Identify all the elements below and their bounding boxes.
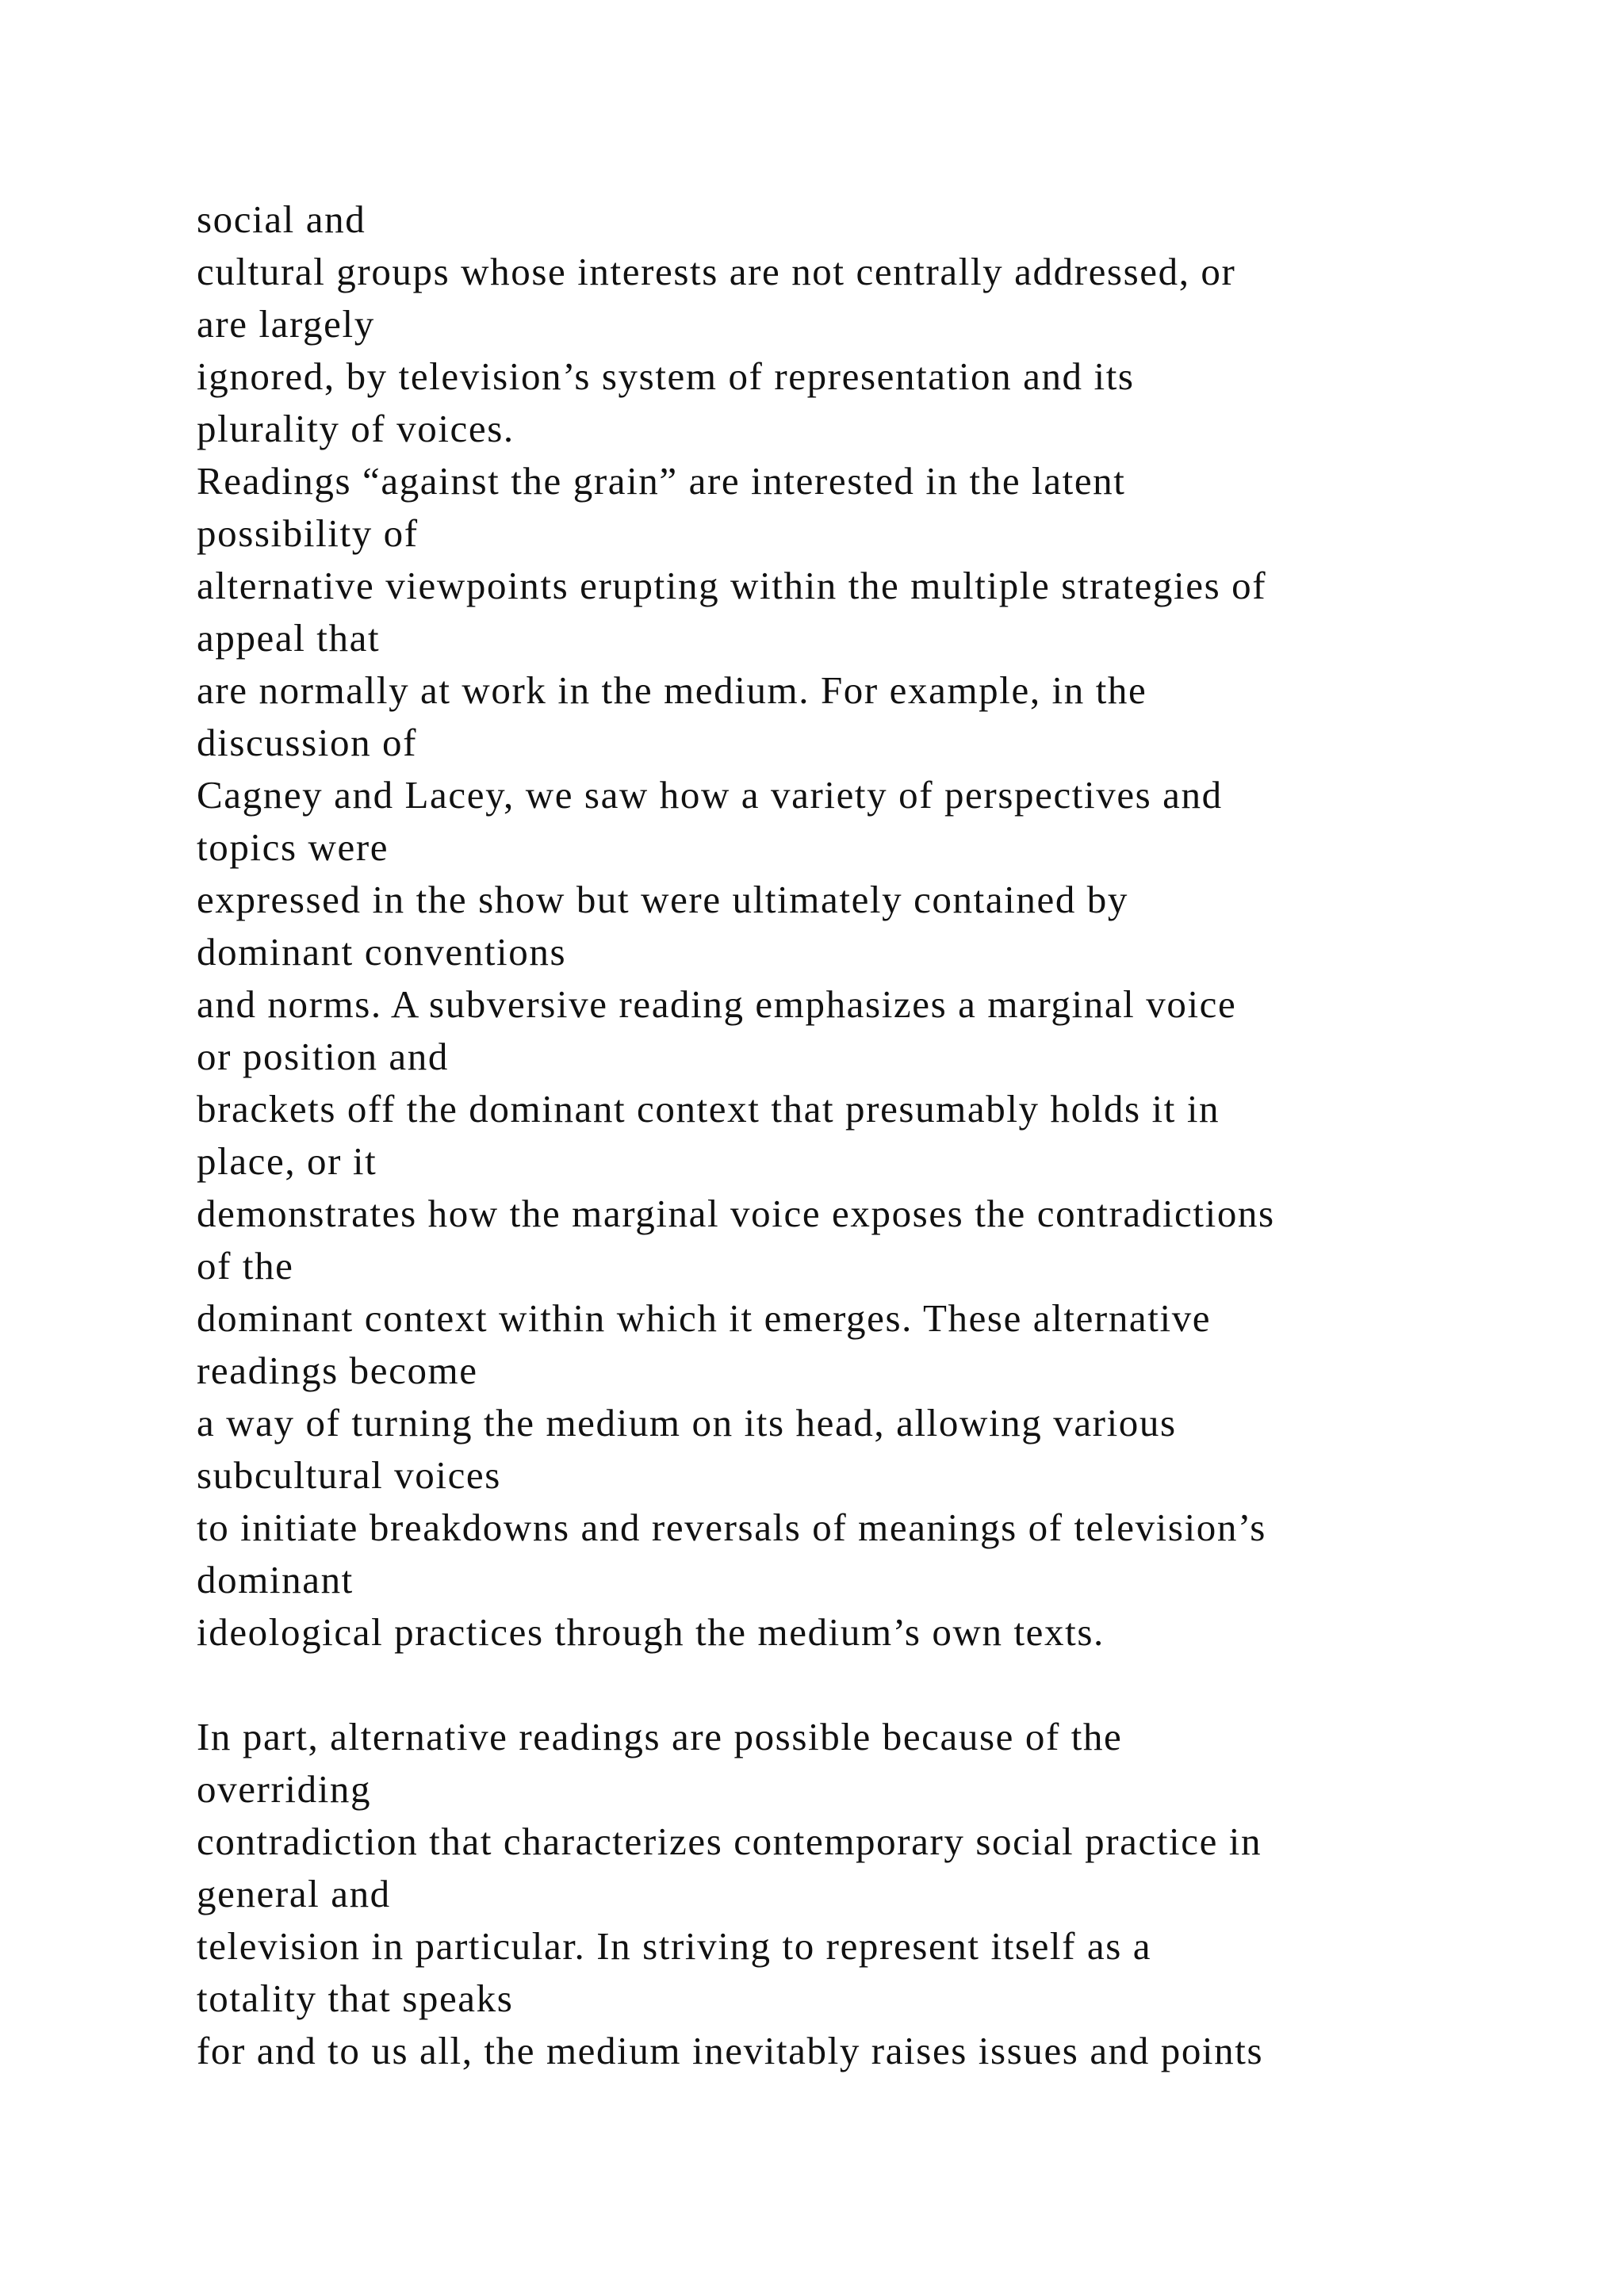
text-line: social and bbox=[197, 197, 366, 241]
text-line: brackets off the dominant context that presumably holds it in bbox=[197, 1087, 1220, 1131]
text-line: are normally at work in the medium. For example, in the bbox=[197, 668, 1147, 712]
text-line: totality that speaks bbox=[197, 1976, 514, 2020]
text-line: topics were bbox=[197, 825, 389, 869]
text-line: dominant bbox=[197, 1558, 354, 1601]
paragraph-gap bbox=[197, 1659, 1497, 1711]
text-line: demonstrates how the marginal voice exposes the contradictions bbox=[197, 1192, 1275, 1235]
text-line: expressed in the show but were ultimately contained by bbox=[197, 878, 1128, 921]
text-line: for and to us all, the medium inevitably raises issues and points bbox=[197, 2029, 1264, 2072]
text-line: to initiate breakdowns and reversals of meanings of television’s bbox=[197, 1506, 1266, 1549]
text-line: television in particular. In striving to represent itself as a bbox=[197, 1924, 1152, 1968]
text-line: alternative viewpoints erupting within the multiple strategies of bbox=[197, 564, 1267, 607]
text-line: appeal that bbox=[197, 616, 381, 660]
text-line: Readings “against the grain” are interested in the latent bbox=[197, 459, 1126, 503]
text-line: dominant context within which it emerges. These alternative bbox=[197, 1296, 1212, 1340]
text-line: and norms. A subversive reading emphasizes a marginal voice bbox=[197, 982, 1237, 1026]
text-line: In part, alternative readings are possible because of the bbox=[197, 1715, 1123, 1758]
text-line: possibility of bbox=[197, 511, 419, 555]
text-line: a way of turning the medium on its head, allowing various bbox=[197, 1401, 1177, 1445]
text-line: place, or it bbox=[197, 1139, 377, 1183]
text-line: ideological practices through the medium’s own texts. bbox=[197, 1610, 1105, 1654]
text-line: Cagney and Lacey, we saw how a variety of perspectives and bbox=[197, 773, 1223, 817]
text-line: plurality of voices. bbox=[197, 407, 515, 450]
text-line: readings become bbox=[197, 1349, 478, 1392]
text-line: general and bbox=[197, 1872, 391, 1915]
body-text bbox=[197, 193, 1497, 2077]
text-line: or position and bbox=[197, 1035, 449, 1078]
text-line: are largely bbox=[197, 302, 375, 346]
text-line: cultural groups whose interests are not centrally addressed, or bbox=[197, 250, 1236, 293]
text-line: contradiction that characterizes contemporary social practice in bbox=[197, 1820, 1262, 1863]
text-line: of the bbox=[197, 1244, 294, 1288]
paragraph-2 bbox=[197, 1711, 1497, 2077]
text-line: ignored, by television’s system of representation and its bbox=[197, 354, 1135, 398]
text-line: subcultural voices bbox=[197, 1453, 501, 1497]
text-line: discussion of bbox=[197, 721, 418, 764]
text-line: dominant conventions bbox=[197, 930, 567, 974]
text-line: overriding bbox=[197, 1767, 372, 1811]
paragraph-1 bbox=[197, 193, 1497, 1659]
